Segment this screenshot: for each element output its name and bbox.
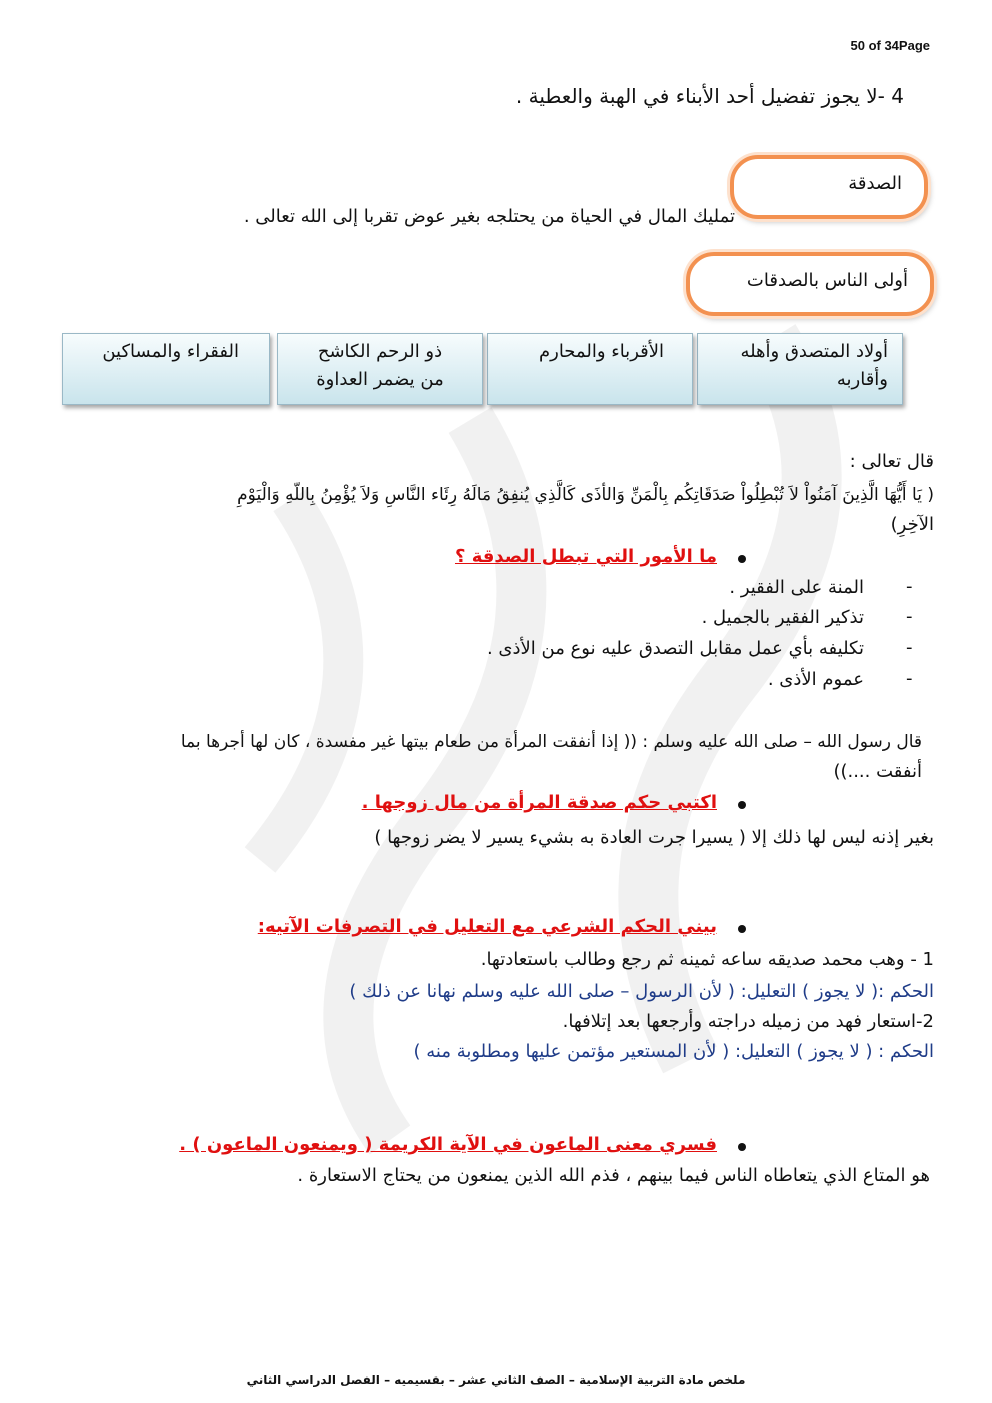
ruling-case-1: 1 - وهب محمد صديقه ساعه ثمينه ثم رجع وطالب باستعادتها.	[480, 949, 934, 970]
ruling-case-2: 2-استعار فهد من زميله دراجته وأرجعها بعد إتلافها.	[562, 1011, 934, 1032]
recipient-box-1	[697, 333, 903, 405]
sadaqa-definition: تمليك المال في الحياة من يحتلجه بغير عوض تقربا إلى الله تعالى .	[243, 206, 735, 227]
maun-heading: فسري معنى الماعون في الآية الكريمة ( ويمنعون الماعون ) .	[179, 1134, 717, 1155]
recipient-box-1-line1: أولاد المتصدق وأهله	[740, 341, 888, 362]
invalidator-item-4: عموم الأذى .	[767, 669, 864, 690]
wife-answer: بغير إذنه ليس لها ذلك إلا ( يسيرا جرت العادة به بشيء يسير لا يضر زوجها )	[374, 827, 934, 848]
sadaqa-title-box	[730, 155, 928, 219]
recipient-box-3-line1: ذو الرحم الكاشح	[317, 341, 443, 362]
verse-intro: قال تعالى :	[849, 451, 934, 472]
rulings-heading: بيني الحكم الشرعي مع التعليل في التصرفات الآتيه:	[257, 916, 717, 937]
dash-mark: -	[906, 637, 913, 658]
awla-title: أولى الناس بالصدقات	[746, 270, 908, 291]
invalidator-item-3: تكليفه بأي عمل مقابل التصدق عليه نوع من الأذى .	[486, 638, 864, 659]
bullet-dot	[738, 1143, 746, 1151]
wife-heading: اكتبي حكم صدقة المرأة من مال زوجها .	[361, 792, 717, 813]
item-4-text: 4 -لا يجوز تفضيل أحد الأبناء في الهبة والعطية .	[515, 84, 904, 108]
recipient-box-3	[277, 333, 483, 405]
dash-mark: -	[906, 668, 913, 689]
verse-line-1: ( يَا أَيُّهَا الَّذِينَ آمَنُواْ لاَ تُبْطِلُواْ صَدَقَاتِكُم بِالْمَنِّ وَالأذَى كَالَّذِي يُنفِقُ مَالَهُ رِئَاء النَّاسِ وَلاَ يُؤْمِنُ بِاللّهِ وَالْيَوْمِ	[237, 485, 934, 505]
recipient-box-4-line1: الفقراء والمساكين	[102, 341, 239, 362]
recipient-box-3-line2: من يضمر العداوة	[316, 369, 444, 390]
recipient-box-4	[62, 333, 270, 405]
invalidator-item-1: المنة على الفقير .	[729, 577, 864, 598]
bullet-dot	[738, 801, 746, 809]
bullet-dot	[738, 925, 746, 933]
page-footer: ملخص مادة التربية الإسلامية – الصف الثاني عشر – بقسيميه – الفصل الدراسي الثاني	[246, 1373, 746, 1387]
invalidator-item-2: تذكير الفقير بالجميل .	[701, 607, 864, 628]
dash-mark: -	[906, 606, 913, 627]
ruling-answer-2: الحكم : ( لا يجوز ) التعليل: ( لأن المستعير مؤتمن عليها ومطلوبة منه )	[413, 1041, 934, 1062]
ruling-answer-1: الحكم :( لا يجوز ) التعليل: ( لأن الرسول – صلى الله عليه وسلم نهانا عن ذلك )	[349, 981, 934, 1002]
invalidators-heading: ما الأمور التي تبطل الصدقة ؟	[454, 546, 717, 567]
verse-line-2: الآخِرِ)	[890, 514, 934, 535]
awla-title-box	[686, 252, 934, 316]
recipient-box-1-line2: وأقاربه	[836, 369, 888, 390]
hadith-line-1: قال رسول الله – صلى الله عليه وسلم : (( إذا أنفقت المرأة من طعام بيتها غير مفسدة ، كان لها أجرها بما	[180, 732, 922, 752]
maun-answer: هو المتاع الذي يتعاطاه الناس فيما بينهم ، فذم الله الذين يمنعون من يحتاج الاستعارة .	[297, 1165, 930, 1186]
dash-mark: -	[906, 576, 913, 597]
bullet-dot	[738, 555, 746, 563]
hadith-line-2: أنفقت ....))	[833, 761, 922, 782]
recipient-box-2-line1: الأقرباء والمحارم	[538, 341, 664, 362]
recipient-box-2	[487, 333, 693, 405]
sadaqa-title: الصدقة	[848, 173, 902, 194]
page-number: 50 of 34Page	[850, 38, 930, 53]
